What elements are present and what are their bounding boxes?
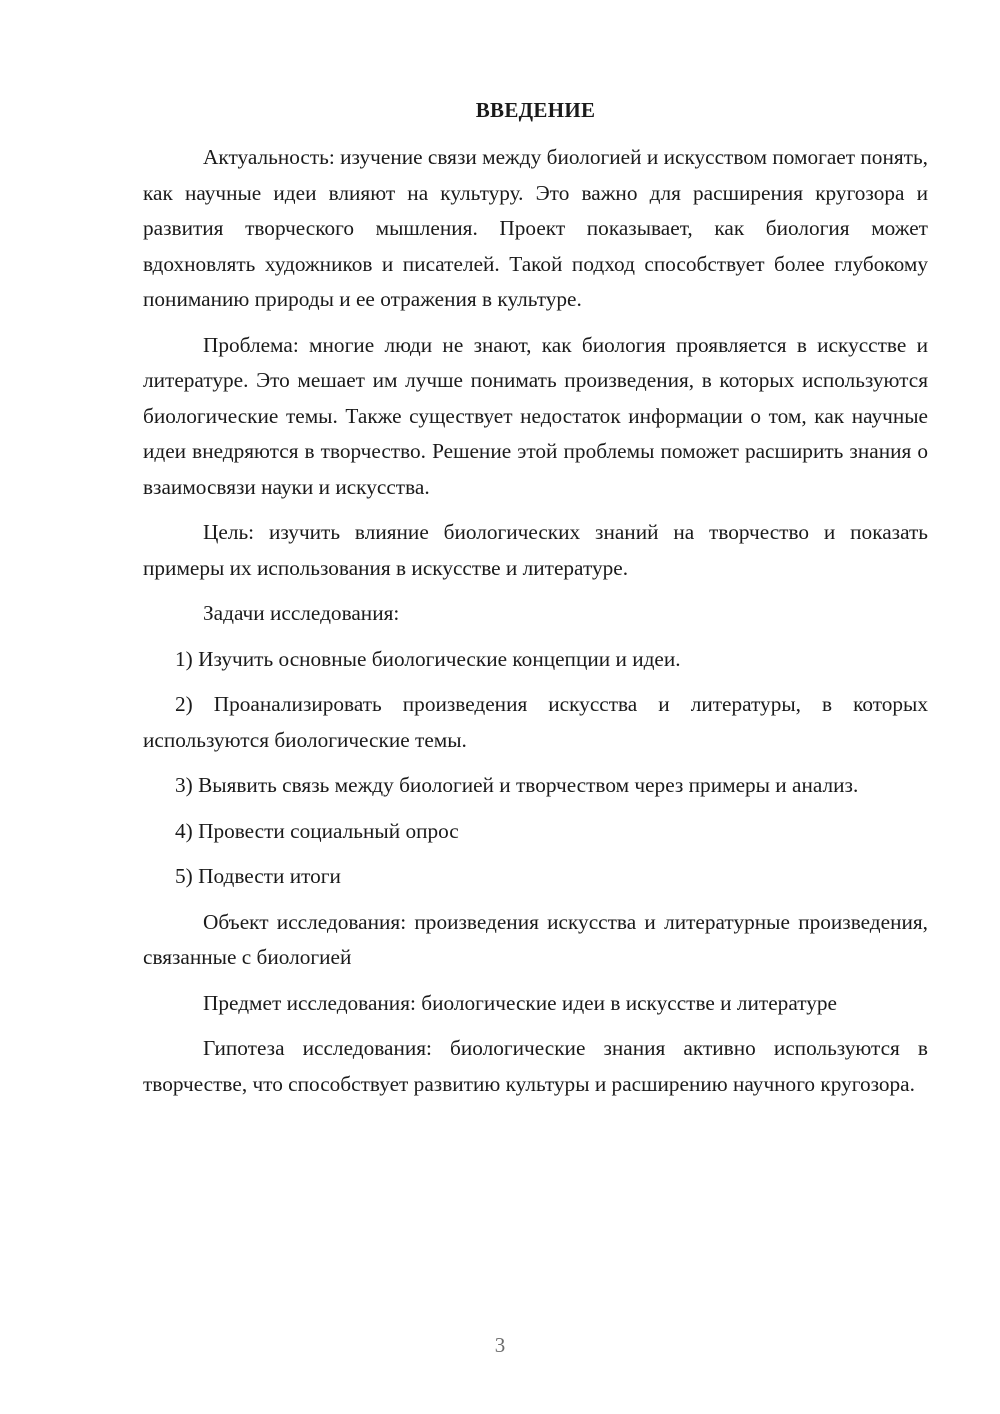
paragraph-subject: Предмет исследования: биологические идеи в искусстве и литературе (203, 990, 837, 1015)
paragraph-goal: Цель: изучить влияние биологических знаний на творчество и показать примеры их использования в искусстве и литературе. (143, 520, 928, 580)
paragraph-object: Объект исследования: произведения искусства и литературные произведения, связанные с биологией (143, 909, 928, 969)
paragraph-hypothesis: Гипотеза исследования: биологические знания активно используются в творчестве, что способствует развитию культуры и расширению научного кругозора. (143, 1036, 928, 1096)
task-item-1: 1) Изучить основные биологические концепции и идеи. (175, 646, 681, 671)
task-item-2: 2) Проанализировать произведения искусства и литературы, в которых используются биологические темы. (143, 692, 928, 752)
task-item-4: 4) Провести социальный опрос (175, 818, 459, 843)
task-item-5: 5) Подвести итоги (175, 864, 341, 888)
section-title: ВВЕДЕНИЕ (475, 98, 596, 122)
task-item-3: 3) Выявить связь между биологией и творчеством через примеры и анализ. (175, 773, 859, 797)
paragraph-relevance: Актуальность: изучение связи между биологией и искусством помогает понять, как научные идеи влияют на культуру. Это важно для расширения кругозора и развития творческого мышления. Проект показывает, как биология может вдохновлять художников и писателей. Такой подход способствует более глубокому пониманию природы и ее отражения в культуре. (143, 145, 928, 311)
page-number: 3 (494, 1333, 506, 1357)
paragraph-problem: Проблема: многие люди не знают, как биология проявляется в искусстве и литературе. Это мешает им лучше понимать произведения, в которых используются биологические темы. Также существует недостаток информации о том, как научные идеи внедряются в творчество. Решение этой проблемы поможет расширить знания о взаимосвязи науки и искусства. (143, 332, 928, 499)
paragraph-tasks-heading: Задачи исследования: (203, 601, 400, 625)
document-page (143, 92, 928, 1112)
